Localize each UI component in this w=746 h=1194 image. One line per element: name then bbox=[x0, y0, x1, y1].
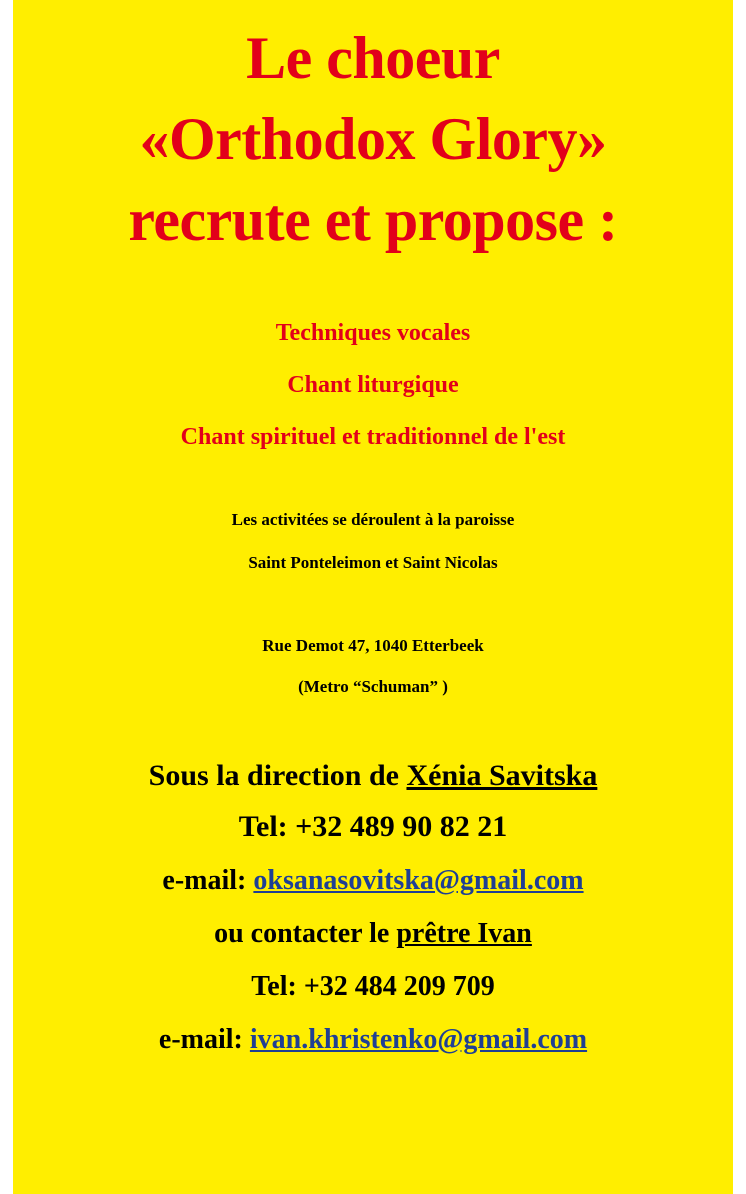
email-label-2: e-mail: bbox=[158, 1024, 250, 1055]
address-info bbox=[29, 637, 717, 695]
subjects-list bbox=[29, 321, 717, 449]
subject-item-3: Chant spirituel et traditionnel de l'est bbox=[180, 424, 566, 450]
venue-line-1: Les activitées se déroulent à la paroisse bbox=[231, 510, 515, 529]
headline-line-1: Le choeur bbox=[246, 25, 500, 91]
director-email-line bbox=[29, 867, 717, 895]
priest-prefix: ou contacter le bbox=[214, 918, 397, 949]
director-line bbox=[29, 761, 717, 791]
headline-line-3: recrute et propose : bbox=[128, 187, 618, 253]
address-street: Rue Demot 47, 1040 Etterbeek bbox=[262, 636, 484, 655]
subject-item-2: Chant liturgique bbox=[287, 372, 459, 398]
director-name: Xénia Savitska bbox=[406, 759, 598, 792]
headline-line-2: «Orthodox Glory» bbox=[139, 106, 607, 172]
headline bbox=[29, 0, 717, 261]
priest-line bbox=[29, 920, 717, 948]
poster bbox=[13, 0, 733, 1194]
address-metro: (Metro “Schuman” ) bbox=[298, 677, 448, 696]
subject-item-1: Techniques vocales bbox=[275, 320, 471, 346]
contact-info bbox=[29, 761, 717, 1054]
priest-email-line bbox=[29, 1026, 717, 1054]
priest-email-link[interactable]: ivan.khristenko@gmail.com bbox=[249, 1024, 588, 1055]
priest-phone: Tel: +32 484 209 709 bbox=[251, 971, 495, 1002]
email-label-1: e-mail: bbox=[162, 865, 254, 896]
priest-name: prêtre Ivan bbox=[396, 918, 532, 949]
venue-info bbox=[29, 511, 717, 571]
director-email-link[interactable]: oksanasovitska@gmail.com bbox=[253, 865, 584, 896]
director-prefix: Sous la direction de bbox=[148, 759, 407, 792]
venue-line-2: Saint Ponteleimon et Saint Nicolas bbox=[248, 553, 498, 572]
director-phone: Tel: +32 489 90 82 21 bbox=[238, 810, 508, 843]
